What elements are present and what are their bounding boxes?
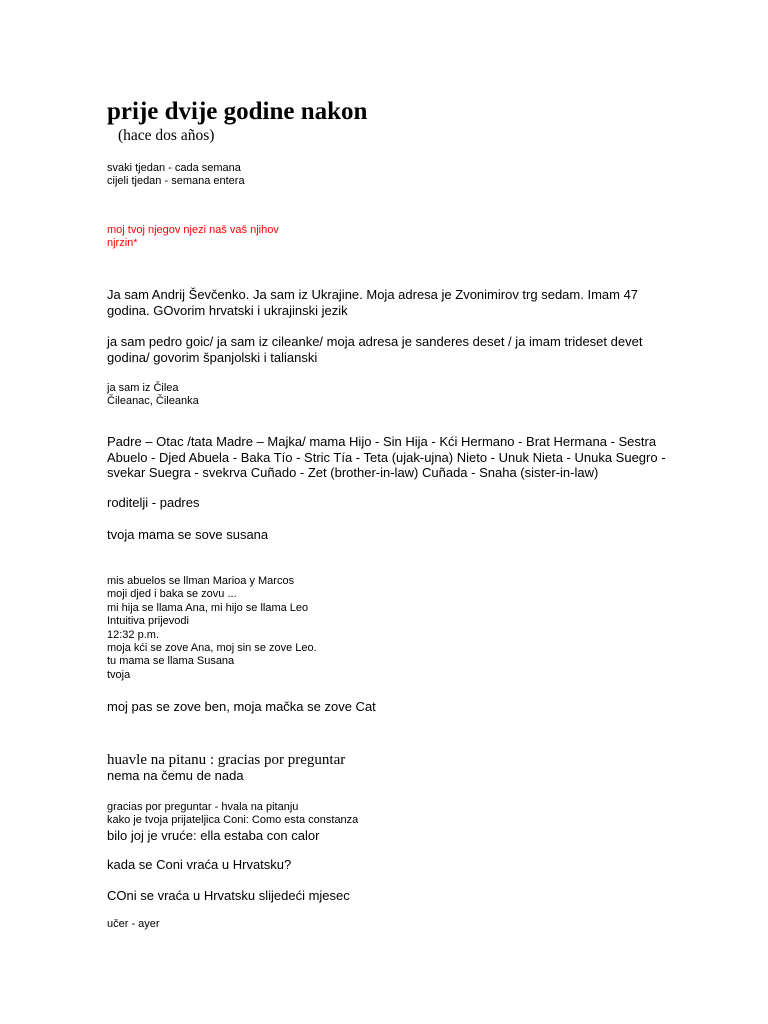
text-line: Ja sam Andrij Ševčenko. Ja sam iz Ukrajine. Moja adresa je Zvonimirov trg sedam. Imam 47 — [107, 287, 639, 302]
page-title: prije dvije godine nakon — [107, 98, 368, 125]
family-vocab — [107, 434, 666, 481]
text-line: Abuelo - Djed Abuela - Baka Tío - Stric Tía - Teta (ujak-ujna) Nieto - Unuk Nieta - Unuka Suegro - — [107, 449, 666, 465]
text-line: gracias por preguntar - hvala na pitanju — [107, 801, 299, 813]
text-line: moja kći se zove Ana, moj sin se zove Leo. — [107, 642, 317, 655]
text-line: 12:32 p.m. — [107, 628, 159, 641]
roditelji-line: roditelji - padres — [107, 495, 200, 510]
text-line: godina/ govorim španjolski i talianski — [107, 349, 318, 365]
thanks-heading: huavle na pitanu : gracias por preguntar — [107, 752, 346, 768]
tvoja-mama-line: tvoja mama se sove susana — [107, 527, 269, 542]
pets-line: moj pas se zove ben, moja mačka se zove Cat — [107, 699, 376, 714]
text-line: Čileanac, Čileanka — [107, 395, 199, 408]
possessives-note — [107, 224, 279, 251]
text-line: mi hija se llama Ana, mi hijo se llama Leo — [107, 601, 309, 614]
text-line: njrzin* — [107, 237, 138, 250]
text-line: Padre – Otac /tata Madre – Majka/ mama Hijo - Sin Hija - Kći Hermano - Brat Hermana - Sestra — [107, 434, 657, 449]
intro-paragraph-pedro — [107, 334, 642, 365]
bilo-line: bilo joj je vruće: ella estaba con calor — [107, 828, 320, 843]
abuelos-notes — [107, 575, 317, 682]
ucer-line: učer - ayer — [107, 918, 160, 930]
kada-line: kada se Coni vraća u Hrvatsku? — [107, 857, 292, 872]
weekly-vocab — [107, 162, 245, 189]
text-line: godina. GOvorim hrvatski i ukrajinski jezik — [107, 302, 348, 318]
text-line: mis abuelos se llman Marioa y Marcos — [107, 575, 295, 587]
page-subtitle: (hace dos años) — [118, 127, 215, 144]
intro-paragraph-ukraine — [107, 287, 638, 318]
text-line: moj tvoj njegov njezi naš vaš njihov — [107, 224, 279, 236]
text-line: tu mama se llama Susana — [107, 655, 235, 668]
text-line: svekar Suegra - svekrva Cuñado - Zet (brother-in-law) Cuñada - Snaha (sister-in-law) — [107, 465, 599, 480]
gracias-notes — [107, 801, 358, 828]
text-line: svaki tjedan - cada semana — [107, 162, 241, 174]
text-line: ja sam iz Čilea — [107, 382, 179, 394]
text-line: Intuitiva prijevodi — [107, 615, 189, 628]
text-line: tvoja — [107, 668, 131, 681]
coni-line: COni se vraća u Hrvatsku slijedeći mjesec — [107, 888, 350, 903]
text-line: moji djed i baka se zovu ... — [107, 588, 237, 601]
nema-line: nema na čemu de nada — [107, 768, 244, 783]
text-line: ja sam pedro goic/ ja sam iz cileanke/ moja adresa je sanderes deset / ja imam trideset devet — [107, 334, 643, 349]
text-line: cijeli tjedan - semana entera — [107, 175, 245, 188]
chile-vocab — [107, 382, 199, 409]
text-line: kako je tvoja prijateljica Coni: Como esta constanza — [107, 814, 359, 827]
